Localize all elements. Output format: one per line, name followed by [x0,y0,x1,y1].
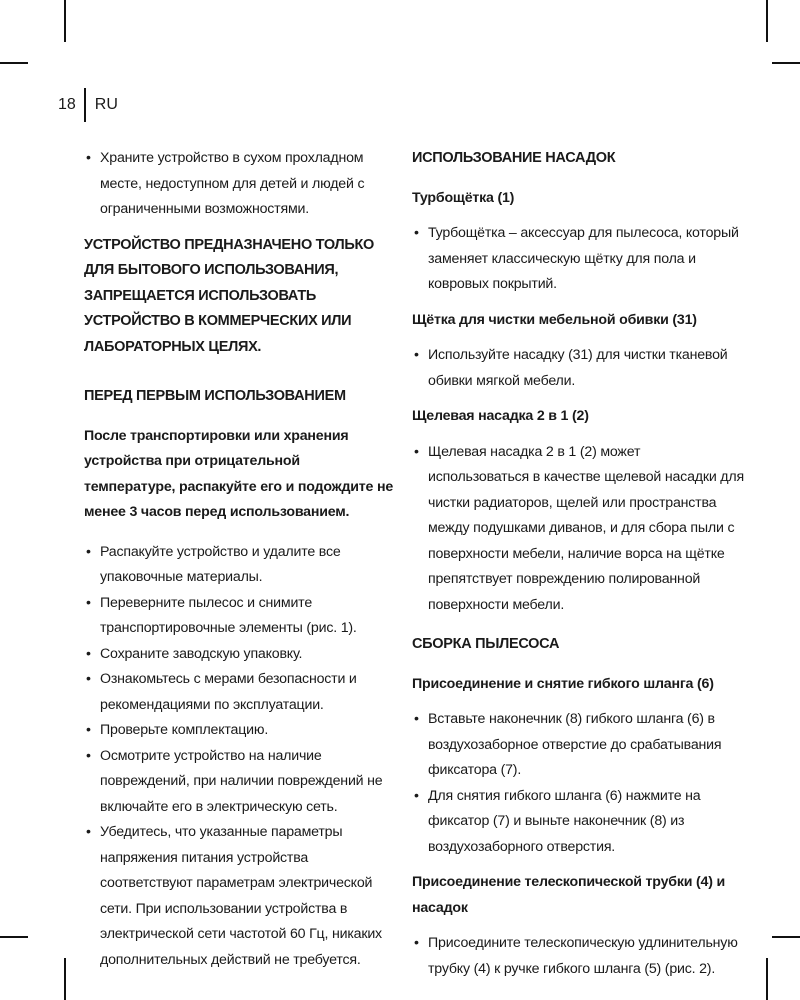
crop-mark-top-left [64,0,66,42]
subheading-telescopic-tube: Присоединение телескопической трубки (4) и насадок [412,874,725,916]
list-item: • Осмотрите устройство на наличие повреждений, при наличии повреждений не включайте его в электрическую сеть. [84,744,394,821]
crop-mark-right-top [772,62,800,64]
list-item: • Щелевая насадка 2 в 1 (2) может использоваться в качестве щелевой насадки для чистки радиаторов, щелей или пространства между подушками диванов, и для сбора пыли с поверхности мебели, наличие ворса на щётке препятствует повреждению полированной поверхности мебели. [412,440,744,619]
list-item: • Храните устройство в сухом прохладном месте, недоступном для детей и людей с ограниченными возможностями. [84,146,394,223]
storage-bullet-list [84,146,394,223]
list-item: • Распакуйте устройство и удалите все упаковочные материалы. [84,540,394,591]
list-item: • Ознакомьтесь с мерами безопасности и рекомендациями по эксплуатации. [84,667,394,718]
first-use-bullet-list [84,540,394,974]
list-item: • Турбощётка – аксессуар для пылесоса, который заменяет классическую щётку для пола и ковровых покрытий. [412,221,744,298]
crop-mark-top-right [766,0,768,42]
section-title-assembly: СБОРКА ПЫЛЕСОСА [412,636,560,652]
subheading-hose: Присоединение и снятие гибкого шланга (6) [412,675,714,692]
subheading-crevice-tool: Щелевая насадка 2 в 1 (2) [412,408,589,424]
crevice-tool-list [412,440,744,619]
left-column [84,146,394,973]
list-item: • Используйте насадку (31) для чистки тканевой обивки мягкой мебели. [412,343,744,394]
crop-mark-right-bottom [772,936,800,938]
turbo-brush-list [412,221,744,298]
telescopic-tube-list [412,931,744,982]
list-item: • Сохраните заводскую упаковку. [84,642,394,668]
language-code: RU [94,96,118,113]
right-column [412,146,744,982]
crop-mark-left-top [0,62,28,64]
list-item: • Проверьте комплектацию. [84,718,394,744]
crop-mark-bottom-right [766,958,768,1000]
subheading-turbo-brush: Турбощётка (1) [412,189,515,206]
crop-mark-bottom-left [64,958,66,1000]
list-item: • Убедитесь, что указанные параметры напряжения питания устройства соответствуют параметрам электрической сети. При использовании устройства в электрической сети частотой 60 Гц, никаких дополнительных действий не требуется. [84,820,394,973]
list-item: • Для снятия гибкого шланга (6) нажмите на фиксатор (7) и выньте наконечник (8) из воздухозаборного отверстия. [412,784,744,861]
section-title-attachments: ИСПОЛЬЗОВАНИЕ НАСАДОК [412,150,616,166]
list-item: • Переверните пылесос и снимите транспортировочные элементы (рис. 1). [84,591,394,642]
subheading-upholstery-brush: Щётка для чистки мебельной обивки (31) [412,311,697,328]
page-header [58,88,118,122]
hose-list [412,707,744,860]
household-use-warning: УСТРОЙСТВО ПРЕДНАЗНАЧЕНО ТОЛЬКО ДЛЯ БЫТОВОГО ИСПОЛЬЗОВАНИЯ, ЗАПРЕЩАЕТСЯ ИСПОЛЬЗОВАТЬ УСТРОЙСТВО В КОММЕРЧЕСКИХ ИЛИ ЛАБОРАТОРНЫХ ЦЕЛЯХ. [84,236,374,355]
list-item: • Вставьте наконечник (8) гибкого шланга (6) в воздухозаборное отверстие до срабатывания фиксатора (7). [412,707,744,784]
page-number: 18 [58,96,76,113]
section-title-before-first-use: ПЕРЕД ПЕРВЫМ ИСПОЛЬЗОВАНИЕМ [84,388,346,404]
list-item: • Присоедините телескопическую удлинительную трубку (4) к ручке гибкого шланга (5) (рис. 2). [412,931,744,982]
crop-mark-left-bottom [0,936,28,938]
transport-intro: После транспортировки или хранения устройства при отрицательной температуре, распакуйте его и подождите не менее 3 часов перед использованием. [84,427,394,520]
upholstery-brush-list [412,343,744,394]
